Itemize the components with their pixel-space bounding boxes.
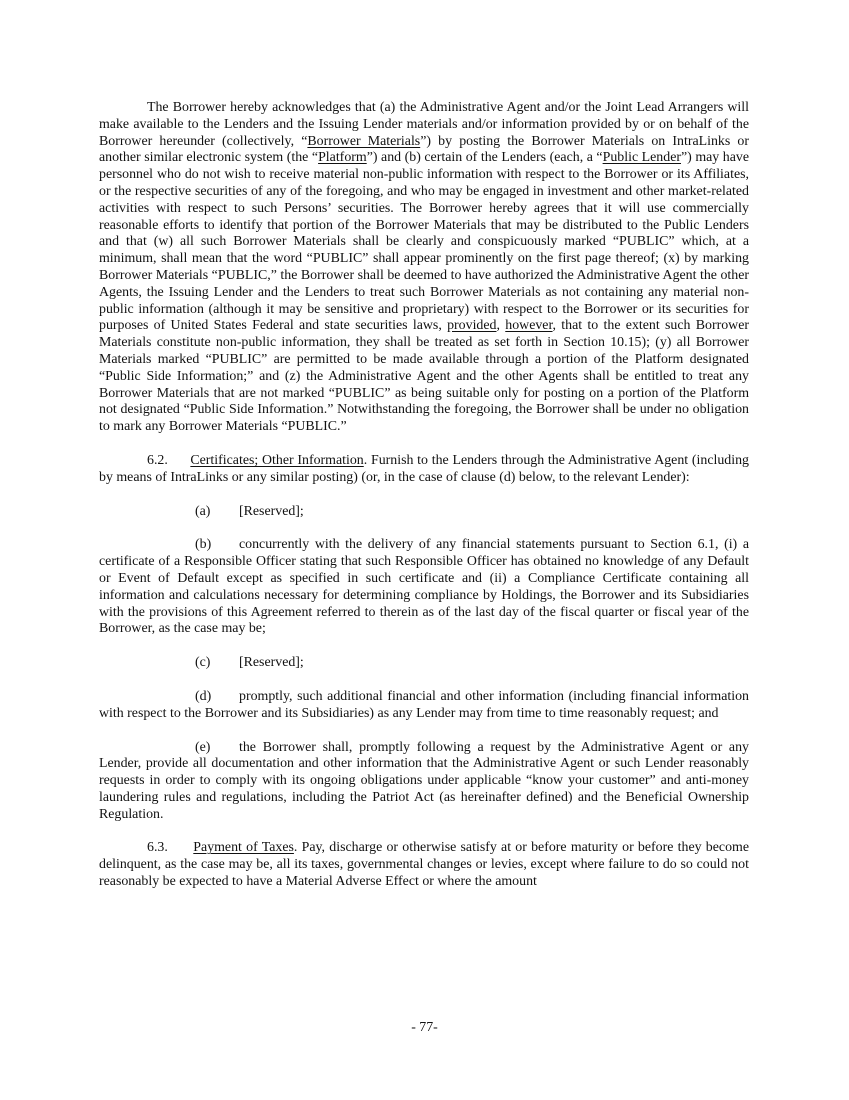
clause-b: (b) concurrently with the delivery of any financial statements pursuant to Section 6.1, (i) a certificate of a Responsible Officer stating that such Responsible Officer has obtained no knowledge of any Default or Event of Default except as specified in such certificate and (ii) a Compliance Certificate containing all information and calculations necessary for determining compliance by Holdings, the Borrower and its Subsidiaries with the provisions of this Agreement referred to therein as of the last day of the fiscal quarter or fiscal year of the Borrower, as the case may be; bbox=[99, 537, 749, 637]
clause-label: (e) bbox=[195, 739, 211, 755]
clause-label: (c) bbox=[195, 655, 211, 671]
section-number: 6.3. bbox=[147, 840, 168, 856]
clause-label: (a) bbox=[195, 503, 211, 519]
section-heading: Certificates; Other Information bbox=[190, 452, 364, 468]
clause-a: (a) [Reserved]; bbox=[195, 503, 304, 519]
section-heading: Payment of Taxes bbox=[193, 840, 294, 856]
clause-label: (d) bbox=[195, 688, 212, 704]
defined-term-platform: Platform bbox=[318, 150, 367, 166]
section-6-2: 6.2. Certificates; Other Information. Furnish to the Lenders through the Administrative Agent (including by means of IntraLinks or any similar posting) (or, in the case of clause (d) below, to the relevant Lender): bbox=[99, 452, 749, 485]
clause-label: (b) bbox=[195, 537, 212, 553]
clause-e: (e) the Borrower shall, promptly following a request by the Administrative Agent or any Lender, provide all documentation and other information that the Administrative Agent or such Lender reasonably requests in order to comply with its ongoing obligations under applicable “know your customer” and anti-money laundering rules and regulations, including the Patriot Act (as hereinafter defined) and the Beneficial Ownership Regulation. bbox=[99, 739, 749, 822]
clause-c: (c) [Reserved]; bbox=[195, 655, 304, 671]
term-however: however bbox=[505, 318, 553, 334]
page-number: - 77- bbox=[411, 1020, 438, 1035]
section-6-3: 6.3. Payment of Taxes. Pay, discharge or otherwise satisfy at or before maturity or before they become delinquent, as the case may be, all its taxes, governmental changes or levies, except where failure to do so could not reasonably be expected to have a Material Adverse Effect or where the amount bbox=[99, 840, 749, 890]
defined-term-public-lender: Public Lender bbox=[602, 150, 681, 166]
document-body bbox=[99, 100, 749, 891]
term-provided: provided bbox=[447, 318, 497, 334]
clause-d: (d) promptly, such additional financial and other information (including financial information with respect to the Borrower and its Subsidiaries) as any Lender may from time to time reasonably request; and bbox=[99, 688, 749, 721]
section-number: 6.2. bbox=[147, 452, 168, 468]
defined-term-borrower-materials: Borrower Materials bbox=[307, 133, 421, 149]
paragraph-borrower-materials: The Borrower hereby acknowledges that (a) the Administrative Agent and/or the Joint Lead Arrangers will make available to the Lenders and the Issuing Lender materials and/or information provided by or on behalf of the Borrower hereunder (collectively, “Borrower Materials”) by posting the Borrower Materials on IntraLinks or another similar electronic system (the “Platform”) and (b) certain of the Lenders (each, a “Public Lender”) may have personnel who do not wish to receive material non-public information with respect to the Borrower or its Affiliates, or the respective securities of any of the foregoing, and who may be engaged in investment and other market-related activities with respect to such Persons’ securities. The Borrower hereby agrees that it will use commercially reasonable efforts to identify that portion of the Borrower Materials that may be distributed to the Public Lenders and that (w) all such Borrower Materials shall be clearly and conspicuously marked “PUBLIC” which, at a minimum, shall mean that the word “PUBLIC” shall appear prominently on the first page thereof; (x) by marking Borrower Materials “PUBLIC,” the Borrower shall be deemed to have authorized the Administrative Agent the other Agents, the Issuing Lender and the Lenders to treat such Borrower Materials as not containing any material non-public information (although it may be sensitive and proprietary) with respect to the Borrower or its securities for purposes of United States Federal and state securities laws, provided, however, that to the extent such Borrower Materials constitute non-public information, they shall be treated as set forth in Section 10.15); (y) all Borrower Materials marked “PUBLIC” are permitted to be made available through a portion of the Platform designated “Public Side Information;” and (z) the Administrative Agent and the other Agents shall be entitled to treat any Borrower Materials that are not marked “PUBLIC” as being suitable only for posting on a portion of the Platform not designated “Public Side Information.” Notwithstanding the foregoing, the Borrower shall be under no obligation to mark any Borrower Materials “PUBLIC.” bbox=[99, 100, 750, 435]
